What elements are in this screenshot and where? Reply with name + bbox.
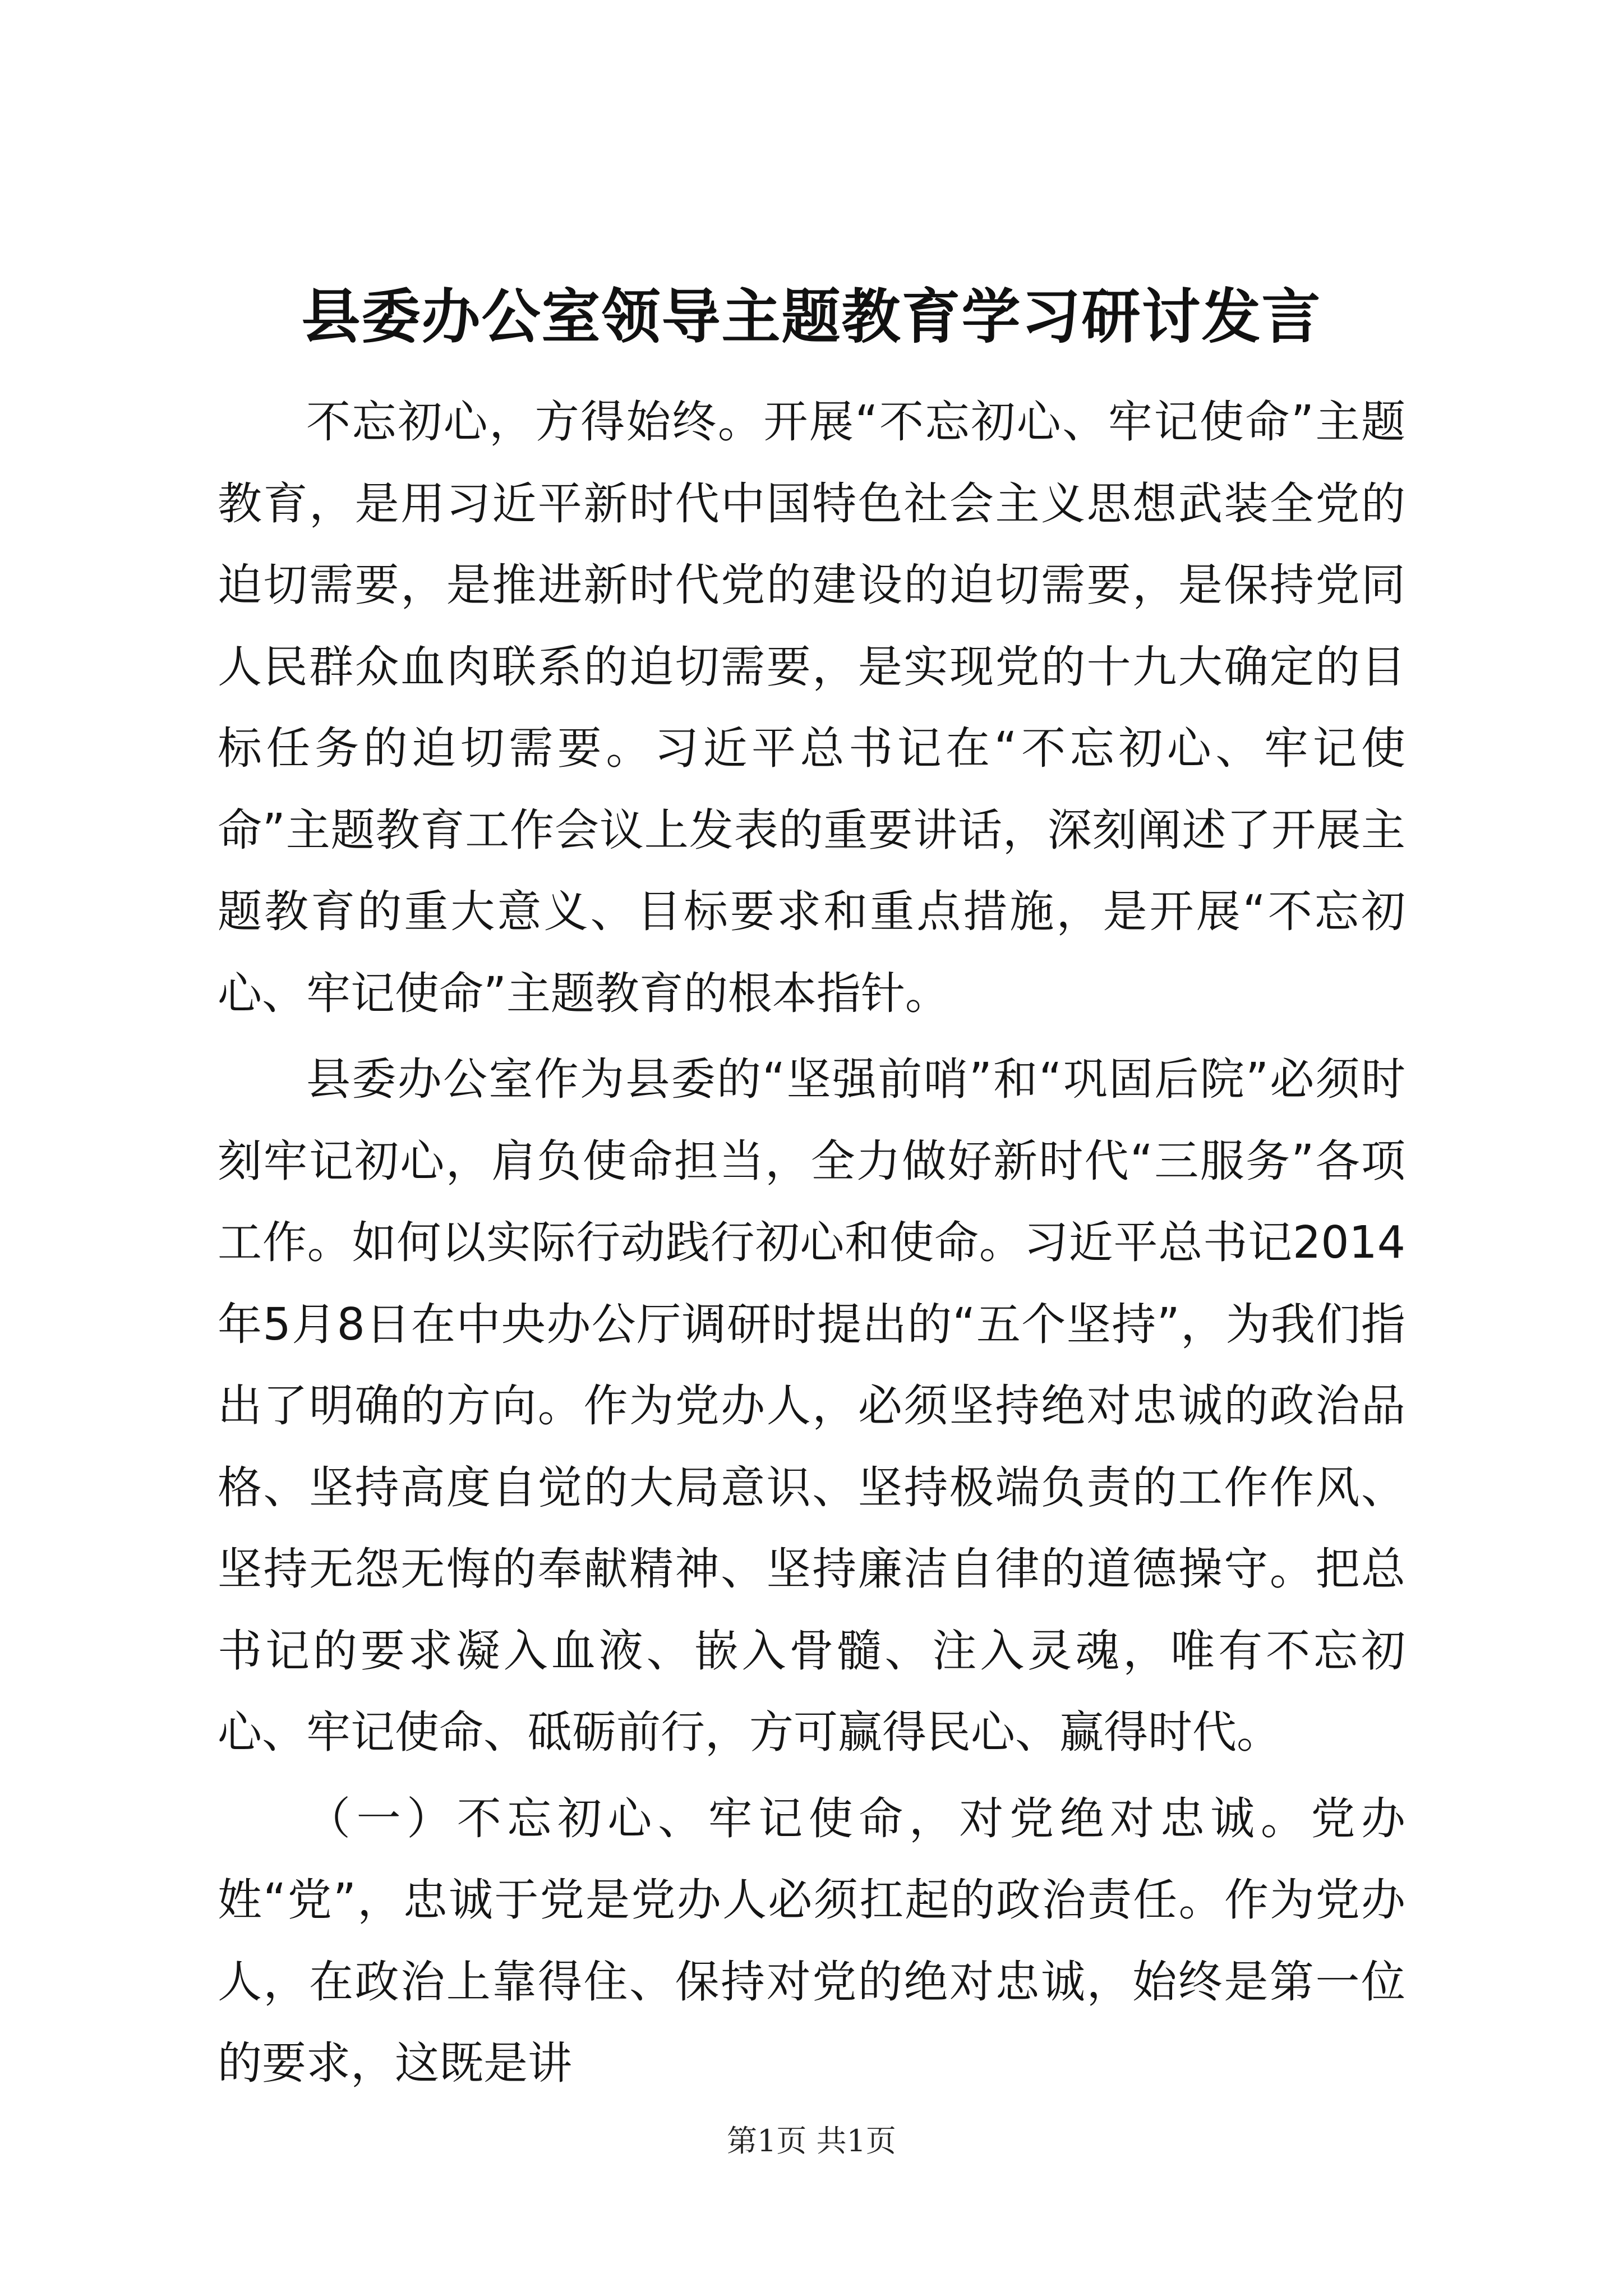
paragraph-2: 县委办公室作为县委的“坚强前哨”和“巩固后院”必须时刻牢记初心，肩负使命担当，全力做好新时代“三服务”各项工作。如何以实际行动践行初心和使命。习近平总书记2014年5月8日在中央办公厅调研时提出的“五个坚持”，为我们指出了明确的方向。作为党办人，必须坚持绝对忠诚的政治品格、坚持高度自觉的大局意识、坚持极端负责的工作作风、坚持无怨无悔的奉献精神、坚持廉洁自律的道德操守。把总书记的要求凝入血液、嵌入骨髓、注入灵魂，唯有不忘初心、牢记使命、砥砺前行，方可赢得民心、赢得时代。	[218, 1053, 1405, 1758]
paragraph-1: 不忘初心，方得始终。开展“不忘初心、牢记使命”主题教育，是用习近平新时代中国特色社会主义思想武装全党的迫切需要，是推进新时代党的建设的迫切需要，是保持党同人民群众血肉联系的迫切需要，是实现党的十九大确定的目标任务的迫切需要。习近平总书记在“不忘初心、牢记使命”主题教育工作会议上发表的重要讲话，深刻阐述了开展主题教育的重大意义、目标要求和重点措施，是开展“不忘初心、牢记使命”主题教育的根本指针。	[218, 396, 1405, 1019]
document-title: 县委办公室领导主题教育学习研讨发言	[301, 282, 1322, 351]
page-footer: 第1页 共1页	[727, 2123, 896, 2159]
document-body	[218, 381, 1405, 2109]
paragraph-3: （一）不忘初心、牢记使命，对党绝对忠诚。党办姓“党”，忠诚于党是党办人必须扛起的政治责任。作为党办人，在政治上靠得住、保持对党的绝对忠诚，始终是第一位的要求，这既是讲	[218, 1792, 1405, 2089]
